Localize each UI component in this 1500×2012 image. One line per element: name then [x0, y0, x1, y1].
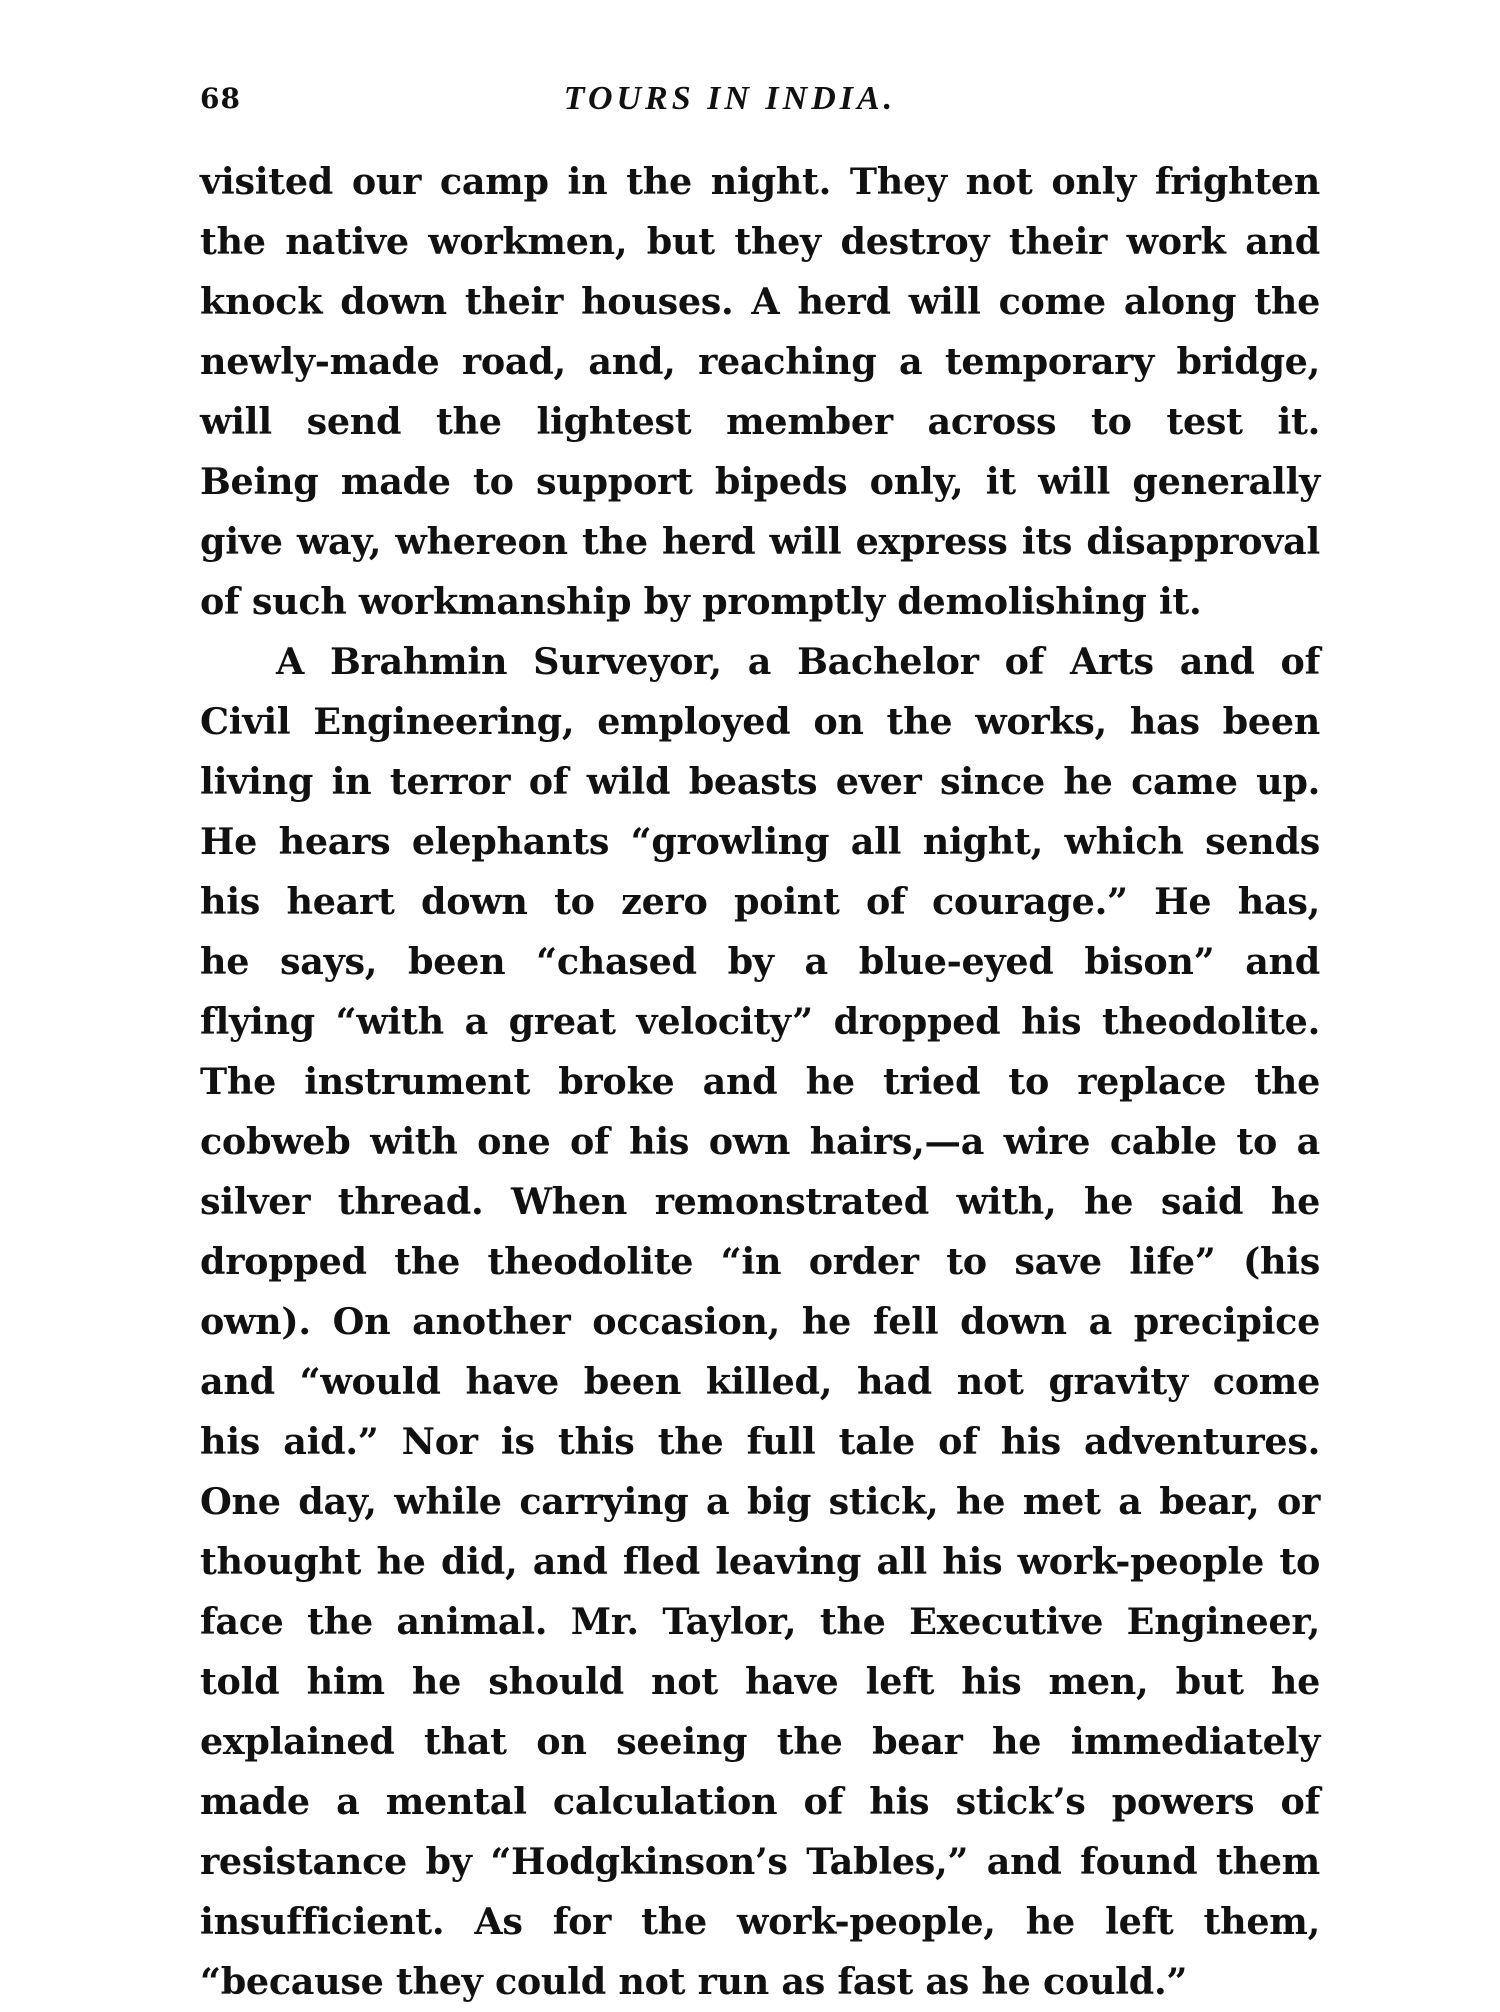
text-line: his heart down to zero point of courage.” He has, [200, 880, 1320, 923]
text-line: A Brahmin Surveyor, a Bachelor of Arts and of [276, 640, 1320, 683]
text-line: made a mental calculation of his stick’s powers of [200, 1780, 1320, 1823]
book-title: TOURS IN INDIA. [563, 80, 897, 117]
text-line: newly-made road, and, reaching a temporary bridge, [200, 340, 1320, 383]
page-number: 68 [200, 82, 241, 115]
text-line: of such workmanship by promptly demolishing it. [200, 580, 1202, 623]
text-line: own). On another occasion, he fell down a precipice [200, 1300, 1320, 1343]
text-line: face the animal. Mr. Taylor, the Executive Engineer, [200, 1600, 1320, 1643]
running-head [200, 74, 1320, 124]
paragraph [200, 632, 1320, 2012]
text-line: explained that on seeing the bear he immediately [200, 1720, 1320, 1763]
text-line: resistance by “Hodgkinson’s Tables,” and found them [200, 1840, 1320, 1883]
text-line: living in terror of wild beasts ever since he came up. [200, 760, 1320, 803]
paragraph [200, 152, 1320, 632]
text-line: insufficient. As for the work-people, he left them, [200, 1900, 1320, 1943]
text-line: and “would have been killed, had not gravity come [200, 1360, 1320, 1403]
text-line: give way, whereon the herd will express its disapproval [200, 520, 1320, 563]
text-line: his aid.” Nor is this the full tale of his adventures. [200, 1420, 1320, 1463]
text-line: knock down their houses. A herd will come along the [200, 280, 1320, 323]
text-line: One day, while carrying a big stick, he met a bear, or [200, 1480, 1320, 1523]
body-text [200, 152, 1320, 2012]
text-line: told him he should not have left his men, but he [200, 1660, 1320, 1703]
text-line: will send the lightest member across to test it. [200, 400, 1320, 443]
text-line: Being made to support bipeds only, it will generally [200, 460, 1320, 503]
text-line: The instrument broke and he tried to replace the [200, 1060, 1320, 1103]
text-line: dropped the theodolite “in order to save life” (his [200, 1240, 1320, 1283]
text-line: silver thread. When remonstrated with, he said he [200, 1180, 1320, 1223]
text-line: visited our camp in the night. They not only frighten [200, 160, 1320, 203]
text-line: cobweb with one of his own hairs,—a wire cable to a [200, 1120, 1320, 1163]
text-line: he says, been “chased by a blue-eyed bison” and [200, 940, 1320, 983]
text-line: the native workmen, but they destroy their work and [200, 220, 1320, 263]
text-line: thought he did, and fled leaving all his work-people to [200, 1540, 1320, 1583]
text-line: He hears elephants “growling all night, which sends [200, 820, 1320, 863]
text-line: flying “with a great velocity” dropped his theodolite. [200, 1000, 1320, 1043]
text-line: “because they could not run as fast as he could.” [200, 1960, 1188, 2003]
text-line: Civil Engineering, employed on the works, has been [200, 700, 1320, 743]
